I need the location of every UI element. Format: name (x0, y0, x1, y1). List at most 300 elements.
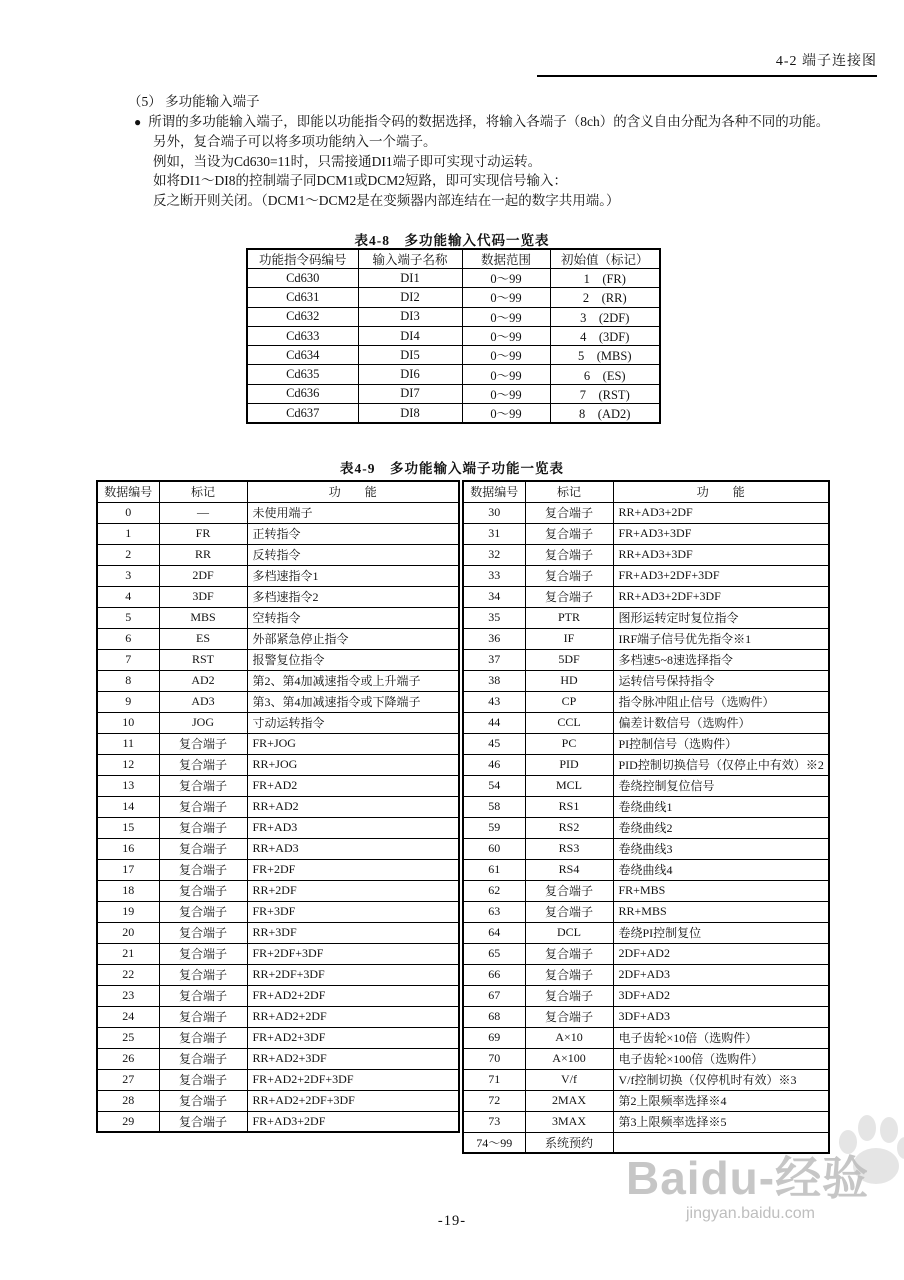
table-cell: Cd632 (247, 307, 358, 326)
table-cell: 复合端子 (159, 943, 247, 964)
table-cell: 7 (97, 649, 159, 670)
table-cell: DCL (525, 922, 613, 943)
table-cell: 3DF (159, 586, 247, 607)
table-cell: 0～99 (462, 307, 550, 326)
table-cell: 寸动运转指令 (247, 712, 459, 733)
table-row (463, 964, 829, 985)
table-row (463, 607, 829, 628)
table-cell: 复合端子 (159, 1111, 247, 1132)
table-cell: 第2上限频率选择※4 (613, 1090, 829, 1111)
intro-line-2: 另外，复合端子可以将多项功能纳入一个端子。 (153, 134, 437, 150)
table-row (463, 1069, 829, 1090)
table-cell: 44 (463, 712, 525, 733)
table-cell: 66 (463, 964, 525, 985)
table-cell: RR+MBS (613, 901, 829, 922)
table-cell: RR+2DF+3DF (247, 964, 459, 985)
table-cell: 电子齿轮×100倍（选购件） (613, 1048, 829, 1069)
table-cell: 报警复位指令 (247, 649, 459, 670)
table-cell: 复合端子 (159, 901, 247, 922)
table-cell: 3MAX (525, 1111, 613, 1132)
table-row (97, 901, 459, 922)
table-4-9-left-body (97, 502, 459, 1132)
table-cell: 15 (97, 817, 159, 838)
table-cell: 70 (463, 1048, 525, 1069)
table-cell: 5 (MBS) (550, 346, 660, 365)
table-cell: Cd636 (247, 384, 358, 403)
watermark-paw-icon (834, 1106, 904, 1192)
table-cell: FR+AD2 (247, 775, 459, 796)
table-cell: 9 (97, 691, 159, 712)
table-cell: 3 (97, 565, 159, 586)
table-row (463, 649, 829, 670)
table-cell: 复合端子 (525, 880, 613, 901)
table-header-cell: 数据范围 (462, 249, 550, 269)
table-cell: PC (525, 733, 613, 754)
table-cell: DI3 (358, 307, 462, 326)
table-4-8-title: 表4-8 多功能输入代码一览表 (354, 233, 550, 248)
table-cell: 0～99 (462, 269, 550, 288)
table-row (97, 754, 459, 775)
table-row (97, 880, 459, 901)
table-row (97, 544, 459, 565)
table-cell: JOG (159, 712, 247, 733)
table-row (97, 586, 459, 607)
table-cell: RR+2DF (247, 880, 459, 901)
table-cell: 2DF+AD3 (613, 964, 829, 985)
table-header-cell: 功 能 (247, 481, 459, 502)
table-row (463, 775, 829, 796)
table-cell: 29 (97, 1111, 159, 1132)
table-cell: 图形运转定时复位指令 (613, 607, 829, 628)
table-cell: — (159, 502, 247, 523)
table-row (463, 1132, 829, 1153)
table-cell: A×10 (525, 1027, 613, 1048)
table-row (463, 838, 829, 859)
table-cell: 38 (463, 670, 525, 691)
table-cell: Cd633 (247, 326, 358, 345)
table-row (463, 628, 829, 649)
table-row (463, 901, 829, 922)
table-cell: FR+3DF (247, 901, 459, 922)
table-cell: FR+2DF (247, 859, 459, 880)
table-cell: FR+AD2+2DF (247, 985, 459, 1006)
table-cell: 20 (97, 922, 159, 943)
table-cell: FR (159, 523, 247, 544)
table-row (97, 1090, 459, 1111)
table-cell: 0 (97, 502, 159, 523)
table-row (463, 565, 829, 586)
table-cell: 32 (463, 544, 525, 565)
table-4-8-header-row (247, 249, 660, 269)
intro-bullet-line (126, 112, 846, 133)
table-cell: 69 (463, 1027, 525, 1048)
table-cell: 21 (97, 943, 159, 964)
table-cell: 4 (97, 586, 159, 607)
table-cell: 复合端子 (159, 859, 247, 880)
table-cell: RS2 (525, 817, 613, 838)
table-row (247, 365, 660, 384)
table-cell: 复合端子 (525, 901, 613, 922)
table-cell: HD (525, 670, 613, 691)
table-cell: RR+AD2+2DF (247, 1006, 459, 1027)
table-cell: 复合端子 (159, 1048, 247, 1069)
table-cell: 复合端子 (159, 922, 247, 943)
table-row (97, 943, 459, 964)
table-cell: 卷绕PI控制复位 (613, 922, 829, 943)
table-header-cell: 输入端子名称 (358, 249, 462, 269)
table-cell: 14 (97, 796, 159, 817)
table-cell: 2DF+AD2 (613, 943, 829, 964)
table-cell: RS4 (525, 859, 613, 880)
table-cell: 复合端子 (525, 1006, 613, 1027)
table-row (97, 649, 459, 670)
table-row (463, 1048, 829, 1069)
table-row (247, 269, 660, 288)
table-cell: 16 (97, 838, 159, 859)
table-row (97, 1111, 459, 1132)
table-row (97, 670, 459, 691)
table-cell: 31 (463, 523, 525, 544)
table-cell: 0～99 (462, 365, 550, 384)
table-cell: PI控制信号（选购件） (613, 733, 829, 754)
table-cell: 复合端子 (159, 1090, 247, 1111)
table-cell: MBS (159, 607, 247, 628)
table-cell: 2MAX (525, 1090, 613, 1111)
table-cell: 10 (97, 712, 159, 733)
intro-line-5: 反之断开则关闭。（DCM1～DCM2是在变频器内部连结在一起的数字共用端。） (153, 192, 620, 208)
table-cell: 第3、第4加减速指令或下降端子 (247, 691, 459, 712)
table-cell: 34 (463, 586, 525, 607)
table-row (463, 880, 829, 901)
table-row (97, 712, 459, 733)
table-row (97, 502, 459, 523)
table-row (463, 796, 829, 817)
table-cell: 第3上限频率选择※5 (613, 1111, 829, 1132)
table-row (463, 922, 829, 943)
intro-line-4: 如将DI1～DI8的控制端子同DCM1或DCM2短路，即可实现信号输入： (153, 173, 568, 189)
table-row (463, 1111, 829, 1132)
table-cell: 复合端子 (525, 943, 613, 964)
table-cell: 12 (97, 754, 159, 775)
table-cell: 复合端子 (159, 775, 247, 796)
table-cell: FR+MBS (613, 880, 829, 901)
table-cell: 54 (463, 775, 525, 796)
table-cell: 13 (97, 775, 159, 796)
table-cell: 2 (97, 544, 159, 565)
table-row (97, 838, 459, 859)
table-cell: PTR (525, 607, 613, 628)
table-cell: 67 (463, 985, 525, 1006)
table-cell: 反转指令 (247, 544, 459, 565)
table-cell: 偏差计数信号（选购件） (613, 712, 829, 733)
table-cell: 63 (463, 901, 525, 922)
table-cell: RR+AD3 (247, 838, 459, 859)
table-row (97, 796, 459, 817)
table-cell: DI8 (358, 404, 462, 424)
table-cell: 6 (ES) (550, 365, 660, 384)
table-cell: 1 (FR) (550, 269, 660, 288)
table-cell: 23 (97, 985, 159, 1006)
table-cell: 3 (2DF) (550, 307, 660, 326)
table-row (97, 859, 459, 880)
table-cell: V/f (525, 1069, 613, 1090)
table-row (97, 1006, 459, 1027)
table-cell: 71 (463, 1069, 525, 1090)
table-cell: DI1 (358, 269, 462, 288)
table-cell: RS1 (525, 796, 613, 817)
table-cell: 复合端子 (525, 502, 613, 523)
watermark-url: jingyan.baidu.com (686, 1205, 815, 1222)
table-cell: 卷绕曲线1 (613, 796, 829, 817)
table-cell: 复合端子 (159, 733, 247, 754)
table-cell: 系统预约 (525, 1132, 613, 1153)
table-cell: 17 (97, 859, 159, 880)
page-header: 4-2 端子连接图 (537, 50, 877, 77)
table-cell: 复合端子 (525, 523, 613, 544)
table-cell: MCL (525, 775, 613, 796)
table-cell: 复合端子 (525, 964, 613, 985)
table-4-9-left-header-row (97, 481, 459, 502)
table-cell: FR+AD2+3DF (247, 1027, 459, 1048)
table-row (463, 1027, 829, 1048)
table-cell: 复合端子 (525, 544, 613, 565)
table-cell: FR+JOG (247, 733, 459, 754)
table-cell: 空转指令 (247, 607, 459, 628)
table-4-8-body (247, 269, 660, 424)
table-cell: IF (525, 628, 613, 649)
table-cell: 正转指令 (247, 523, 459, 544)
table-cell: 60 (463, 838, 525, 859)
table-row (97, 775, 459, 796)
bullet-icon: ● (134, 114, 142, 129)
table-cell: A×100 (525, 1048, 613, 1069)
table-cell: 30 (463, 502, 525, 523)
table-cell: 卷绕控制复位信号 (613, 775, 829, 796)
table-row (463, 733, 829, 754)
table-cell: 0～99 (462, 346, 550, 365)
table-row (97, 607, 459, 628)
table-row (97, 1027, 459, 1048)
table-cell: DI7 (358, 384, 462, 403)
table-cell: AD3 (159, 691, 247, 712)
table-row (247, 326, 660, 345)
table-cell: FR+2DF+3DF (247, 943, 459, 964)
table-row (463, 1006, 829, 1027)
table-row (463, 712, 829, 733)
table-cell: DI4 (358, 326, 462, 345)
table-cell: DI2 (358, 288, 462, 307)
table-row (247, 404, 660, 424)
table-row (97, 964, 459, 985)
table-cell: 8 (AD2) (550, 404, 660, 424)
table-cell: 1 (97, 523, 159, 544)
table-header-cell: 数据编号 (463, 481, 525, 502)
table-row (97, 985, 459, 1006)
table-row (463, 859, 829, 880)
table-cell: 2 (RR) (550, 288, 660, 307)
table-cell: 7 (RST) (550, 384, 660, 403)
table-cell: Cd635 (247, 365, 358, 384)
table-row (463, 586, 829, 607)
table-cell: 电子齿轮×10倍（选购件） (613, 1027, 829, 1048)
table-cell: Cd631 (247, 288, 358, 307)
table-cell: 46 (463, 754, 525, 775)
table-4-9-title: 表4-9 多功能输入端子功能一览表 (340, 461, 564, 476)
page-number: -19- (437, 1213, 467, 1229)
table-cell: RR (159, 544, 247, 565)
table-cell (613, 1132, 829, 1153)
table-header-cell: 数据编号 (97, 481, 159, 502)
table-cell: 72 (463, 1090, 525, 1111)
table-cell: RST (159, 649, 247, 670)
table-cell: 43 (463, 691, 525, 712)
table-cell: 0～99 (462, 326, 550, 345)
table-row (463, 670, 829, 691)
table-4-9-right (462, 480, 830, 1154)
table-cell: 复合端子 (159, 817, 247, 838)
table-row (97, 733, 459, 754)
table-cell: 68 (463, 1006, 525, 1027)
table-4-9-right-header-row (463, 481, 829, 502)
table-cell: 多档速指令2 (247, 586, 459, 607)
table-cell: 37 (463, 649, 525, 670)
table-cell: 复合端子 (525, 565, 613, 586)
table-cell: 5 (97, 607, 159, 628)
table-cell: 复合端子 (525, 586, 613, 607)
table-cell: 33 (463, 565, 525, 586)
table-row (463, 1090, 829, 1111)
table-cell: FR+AD3+3DF (613, 523, 829, 544)
table-cell: 复合端子 (159, 796, 247, 817)
table-cell: CP (525, 691, 613, 712)
table-row (97, 1048, 459, 1069)
table-row (463, 943, 829, 964)
table-cell: 第2、第4加减速指令或上升端子 (247, 670, 459, 691)
intro-section (126, 92, 846, 211)
intro-line-3: 例如，当设为Cd630=11时，只需接通DI1端子即可实现寸动运转。 (153, 153, 542, 169)
table-row (97, 1069, 459, 1090)
table-cell: 25 (97, 1027, 159, 1048)
table-cell: 58 (463, 796, 525, 817)
table-cell: 复合端子 (159, 880, 247, 901)
table-cell: 19 (97, 901, 159, 922)
table-cell: 65 (463, 943, 525, 964)
table-cell: 未使用端子 (247, 502, 459, 523)
table-cell: 6 (97, 628, 159, 649)
table-cell: CCL (525, 712, 613, 733)
table-cell: 64 (463, 922, 525, 943)
intro-line-1: 所谓的多功能输入端子，即能以功能指令码的数据选择，将输入各端子（8ch）的含义自由分配为各种不同的功能。 (148, 113, 830, 129)
table-cell: 18 (97, 880, 159, 901)
table-4-8-function-codes (246, 248, 661, 424)
table-cell: 复合端子 (159, 838, 247, 859)
table-cell: 复合端子 (159, 1027, 247, 1048)
table-cell: Cd634 (247, 346, 358, 365)
table-cell: 22 (97, 964, 159, 985)
table-cell: 59 (463, 817, 525, 838)
table-cell: FR+AD3+2DF+3DF (613, 565, 829, 586)
table-cell: 卷绕曲线4 (613, 859, 829, 880)
table-cell: 36 (463, 628, 525, 649)
table-cell: RR+3DF (247, 922, 459, 943)
table-cell: DI6 (358, 365, 462, 384)
table-header-cell: 初始值（标记） (550, 249, 660, 269)
table-cell: 73 (463, 1111, 525, 1132)
table-cell: 多档速指令1 (247, 565, 459, 586)
table-4-9-left (96, 480, 460, 1133)
table-row (463, 691, 829, 712)
table-cell: RR+AD3+2DF (613, 502, 829, 523)
table-cell: 62 (463, 880, 525, 901)
table-cell: 卷绕曲线3 (613, 838, 829, 859)
table-cell: RR+AD2+2DF+3DF (247, 1090, 459, 1111)
table-cell: 多档速5~8速选择指令 (613, 649, 829, 670)
table-cell: 0～99 (462, 404, 550, 424)
table-cell: FR+AD3 (247, 817, 459, 838)
table-cell: 35 (463, 607, 525, 628)
table-header-cell: 功能指令码编号 (247, 249, 358, 269)
table-cell: 28 (97, 1090, 159, 1111)
table-cell: V/f控制切换（仅停机时有效）※3 (613, 1069, 829, 1090)
table-cell: PID控制切换信号（仅停止中有效）※2 (613, 754, 829, 775)
table-cell: 外部紧急停止指令 (247, 628, 459, 649)
table-cell: 3DF+AD3 (613, 1006, 829, 1027)
watermark-brand: Baidu-经验 (626, 1152, 870, 1204)
table-cell: 24 (97, 1006, 159, 1027)
table-cell: RR+AD2 (247, 796, 459, 817)
table-row (97, 691, 459, 712)
table-cell: 4 (3DF) (550, 326, 660, 345)
table-cell: 复合端子 (159, 985, 247, 1006)
table-cell: ES (159, 628, 247, 649)
table-cell: RR+AD3+2DF+3DF (613, 586, 829, 607)
table-cell: IRF端子信号优先指令※1 (613, 628, 829, 649)
table-row (97, 817, 459, 838)
table-cell: RR+JOG (247, 754, 459, 775)
table-header-cell: 标记 (525, 481, 613, 502)
table-cell: 61 (463, 859, 525, 880)
table-row (97, 523, 459, 544)
table-cell: RR+AD2+3DF (247, 1048, 459, 1069)
table-cell: 复合端子 (159, 964, 247, 985)
table-cell: PID (525, 754, 613, 775)
table-cell: FR+AD2+2DF+3DF (247, 1069, 459, 1090)
table-row (247, 307, 660, 326)
table-row (463, 985, 829, 1006)
table-cell: 运转信号保持指令 (613, 670, 829, 691)
table-row (97, 922, 459, 943)
table-cell: 26 (97, 1048, 159, 1069)
table-cell: 8 (97, 670, 159, 691)
table-cell: RS3 (525, 838, 613, 859)
table-cell: 5DF (525, 649, 613, 670)
table-cell: 2DF (159, 565, 247, 586)
table-cell: 0～99 (462, 288, 550, 307)
table-row (247, 384, 660, 403)
table-cell: 复合端子 (525, 985, 613, 1006)
table-4-9-right-body (463, 502, 829, 1153)
table-row (463, 754, 829, 775)
table-row (247, 288, 660, 307)
section-title: （5） 多功能输入端子 (128, 94, 260, 109)
table-cell: 3DF+AD2 (613, 985, 829, 1006)
table-cell: Cd630 (247, 269, 358, 288)
table-cell: AD2 (159, 670, 247, 691)
table-row (97, 565, 459, 586)
table-cell: DI5 (358, 346, 462, 365)
table-cell: 卷绕曲线2 (613, 817, 829, 838)
table-cell: FR+AD3+2DF (247, 1111, 459, 1132)
